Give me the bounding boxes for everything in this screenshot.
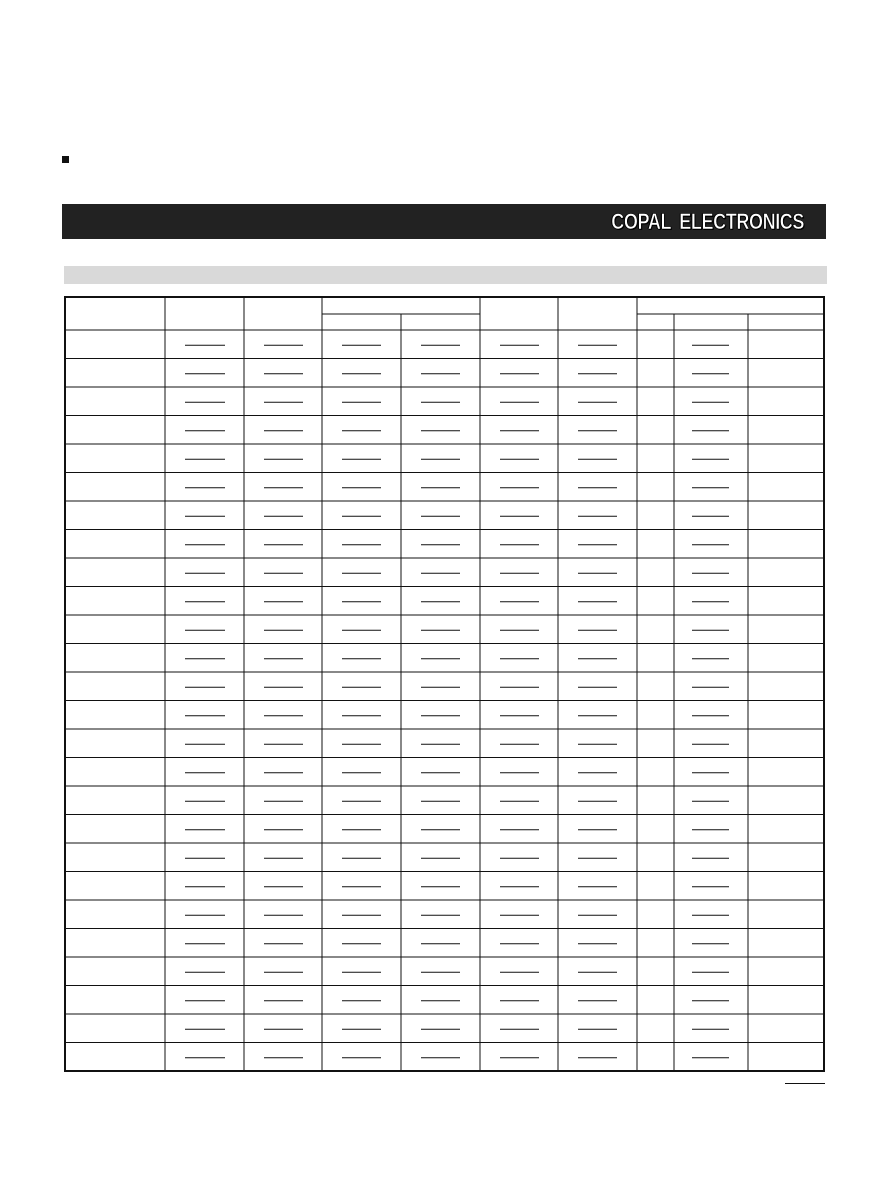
brand-word-electronics: ELECTRONICS	[679, 209, 804, 234]
footer-rule	[785, 1083, 825, 1084]
brand-word-copal: COPAL	[611, 209, 672, 234]
